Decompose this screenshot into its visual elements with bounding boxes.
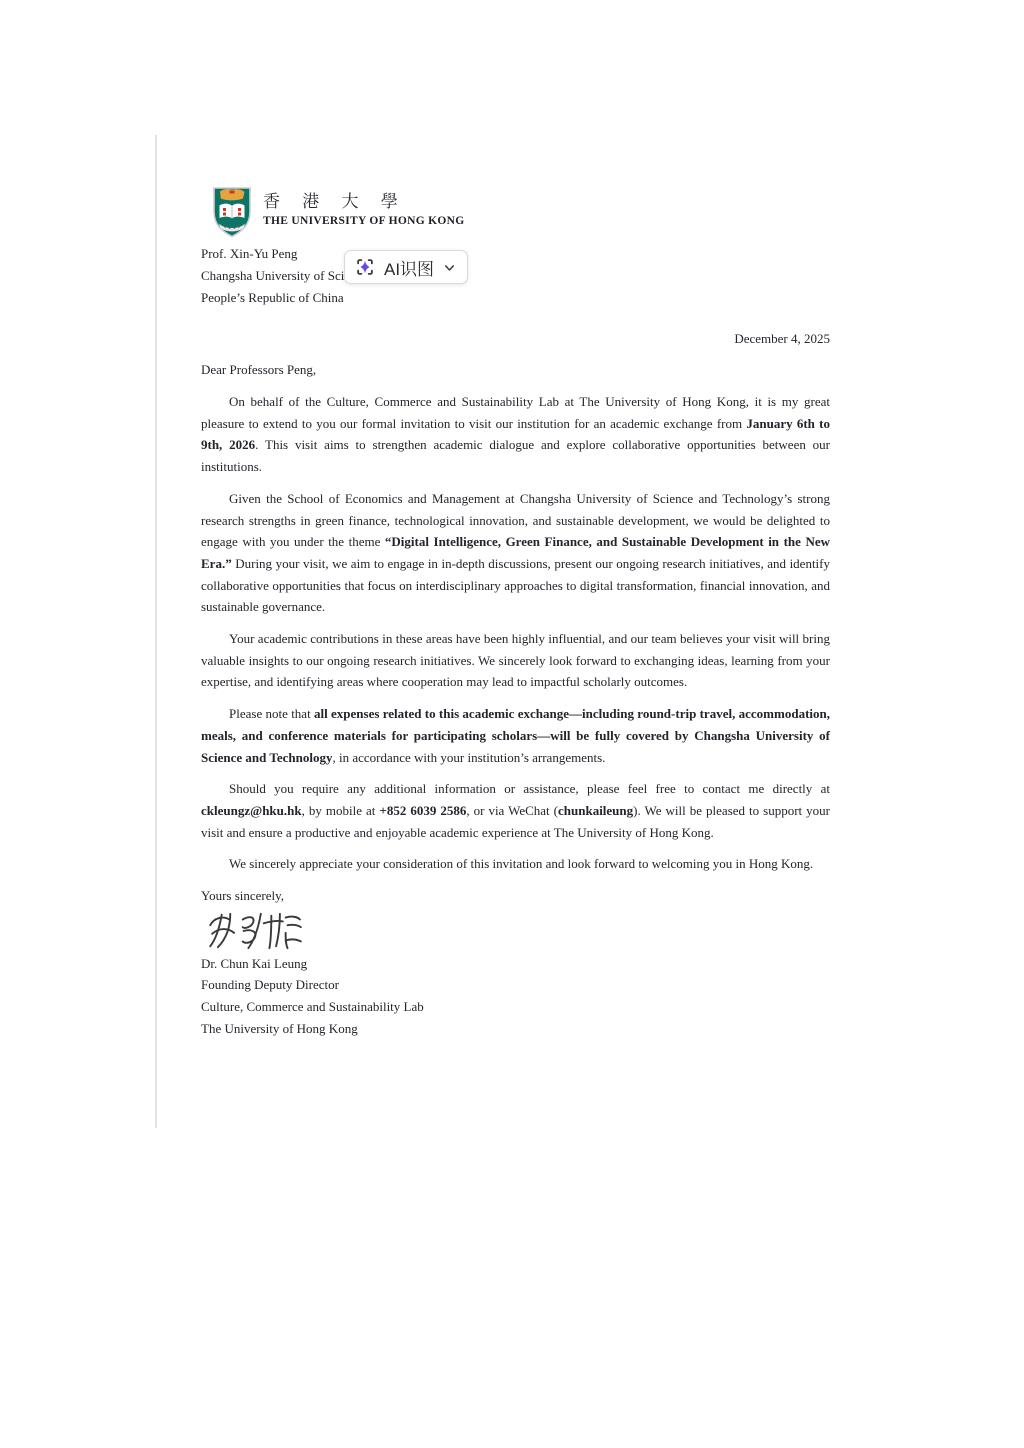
page-edge-line bbox=[155, 135, 157, 1128]
letter-body bbox=[201, 391, 830, 1040]
signer-line: The University of Hong Kong bbox=[201, 1020, 358, 1036]
letter-paragraph: Your academic contributions in these areas have been highly influential, and our team believes your visit will bring valuable insights to our ongoing research initiatives. We sincerely look forward to exchanging ideas, learning from your expertise, and identifying areas where cooperation may lead to impactful scholarly outcomes. bbox=[201, 631, 830, 690]
letter-paragraph: Should you require any additional information or assistance, please feel free to contact me directly at ckleungz@hku.hk, by mobile at +852 6039 2586, or via WeChat (chunkaileung). We will be pleased to support your visit and ensure a productive and enjoyable academic experience at The University of Hong Kong. bbox=[201, 781, 830, 840]
salutation: Dear Professors Peng, bbox=[201, 362, 317, 377]
university-name-chinese: 香 港 大 學 bbox=[263, 192, 407, 211]
letter-paragraph: Given the School of Economics and Management at Changsha University of Science and Technology’s strong research strengths in green finance, technological innovation, and sustainable development, we would be delighted to engage with you under the theme “Digital Intelligence, Green Finance, and Sustainable Development in the New Era.” During your visit, we aim to engage in in-depth discussions, present our ongoing research initiatives, and identify collaborative opportunities that focus on interdisciplinary approaches to digital transformation, financial innovation, and sustainable governance. bbox=[201, 490, 830, 615]
letter-paragraph: On behalf of the Culture, Commerce and Sustainability Lab at The University of Hong Kong, it is my great pleasure to extend to you our formal invitation to visit our institution for an academic exchange from January 6th to 9th, 2026. This visit aims to strengthen academic dialogue and explore collaborative opportunities between our institutions. bbox=[201, 394, 831, 475]
recipient-line: People’s Republic of China bbox=[201, 290, 344, 305]
signer-line: Culture, Commerce and Sustainability Lab bbox=[201, 999, 424, 1015]
letter-paragraph: We sincerely appreciate your consideration of this invitation and look forward to welcoming you in Hong Kong. bbox=[229, 856, 814, 872]
signer-block bbox=[201, 953, 830, 1040]
ai-scan-sparkle-icon bbox=[354, 256, 376, 278]
letter-paragraphs bbox=[201, 391, 830, 875]
closing-salutation: Yours sincerely, bbox=[201, 888, 285, 904]
recipient-line: Prof. Xin-Yu Peng bbox=[201, 246, 298, 261]
university-name-english: THE UNIVERSITY OF HONG KONG bbox=[263, 215, 465, 227]
hku-crest-icon bbox=[212, 186, 252, 238]
recipient-block bbox=[201, 243, 344, 309]
chevron-down-icon[interactable] bbox=[442, 260, 457, 275]
ai-button-label: AI识图 bbox=[384, 259, 435, 279]
recipient-line: Changsha University of Sci bbox=[201, 268, 345, 283]
signer-line: Dr. Chun Kai Leung bbox=[201, 955, 308, 971]
letter-date: December 4, 2025 bbox=[734, 331, 830, 346]
letterhead bbox=[212, 186, 465, 238]
signer-line: Founding Deputy Director bbox=[201, 977, 339, 993]
ai-image-recognition-button[interactable] bbox=[344, 250, 468, 284]
signature-image bbox=[203, 909, 830, 951]
letter-paragraph: Please note that all expenses related to this academic exchange—including round-trip travel, accommodation, meals, and conference materials for participating scholars—will be fully covered by Changsha University of Science and Technology, in accordance with your institution’s arrangements. bbox=[201, 706, 830, 765]
